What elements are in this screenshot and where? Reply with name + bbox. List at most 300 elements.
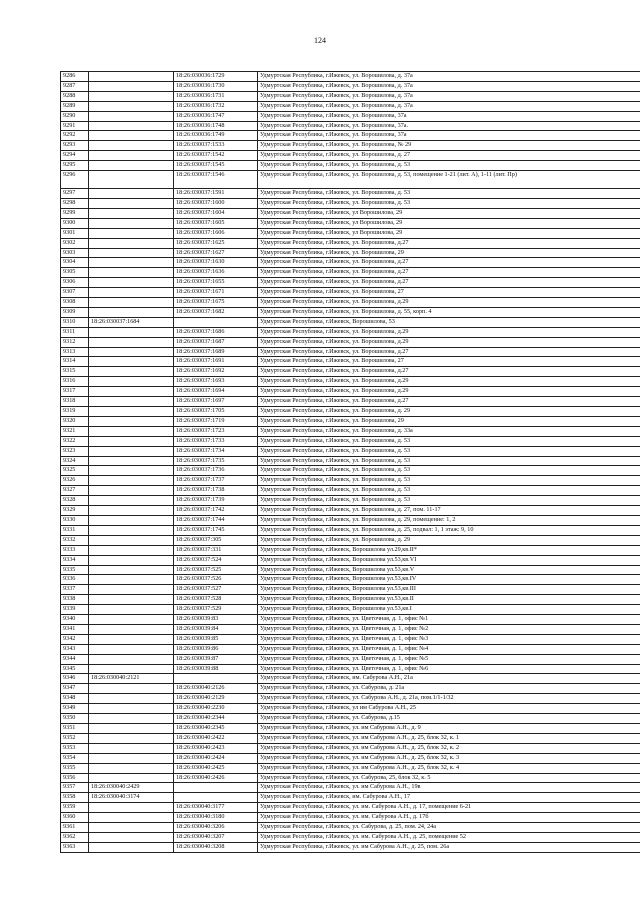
table-row [61, 803, 640, 813]
address: Удмуртская Республика, г.Ижевск, ул. им. Сабурова А.Н., д. 25, помещение 52 [258, 832, 640, 842]
address: Удмуртская Республика, г.Ижевск, ул Ворошилова, 29 [258, 228, 640, 238]
cadastral-number: 18:26:030039:86 [174, 644, 258, 654]
table-row [61, 654, 640, 664]
table-row [61, 446, 640, 456]
parent-cadastral-number [89, 823, 174, 833]
table-row [61, 565, 640, 575]
cadastral-number: 18:26:030039:85 [174, 634, 258, 644]
address: Удмуртская Республика, г.Ижевск, Ворошилова ул.53,кв.V [258, 565, 640, 575]
parent-cadastral-number [89, 238, 174, 248]
cadastral-number: 18:26:030037:1691 [174, 357, 258, 367]
row-number: 9312 [61, 337, 89, 347]
row-number: 9329 [61, 506, 89, 516]
table-row [61, 704, 640, 714]
address: Удмуртская Республика, г.Ижевск, ул. Ворошилова, д. 29 [258, 535, 640, 545]
table-row [61, 161, 640, 171]
row-number: 9288 [61, 91, 89, 101]
address: Удмуртская Республика, г.Ижевск, ул. Ворошилова, д.29 [258, 377, 640, 387]
cadastral-number: 18:26:030037:1682 [174, 307, 258, 317]
address: Удмуртская Республика, г.Ижевск, ул. им Сабурова А.Н., д. 25, блок 32, к. 4 [258, 763, 640, 773]
cadastral-number: 18:26:030037:526 [174, 575, 258, 585]
table-row [61, 171, 640, 189]
row-number: 9289 [61, 101, 89, 111]
table-row [61, 111, 640, 121]
parent-cadastral-number [89, 436, 174, 446]
address: Удмуртская Республика, г.Ижевск, ул. Ворошилова, д. 37а [258, 91, 640, 101]
row-number: 9343 [61, 644, 89, 654]
cadastral-number: 18:26:030040:3180 [174, 813, 258, 823]
parent-cadastral-number [89, 198, 174, 208]
table-row [61, 436, 640, 446]
cadastral-number: 18:26:030036:1748 [174, 121, 258, 131]
cadastral-number: 18:26:030036:1729 [174, 72, 258, 82]
row-number: 9301 [61, 228, 89, 238]
cadastral-number: 18:26:030037:1604 [174, 208, 258, 218]
row-number: 9307 [61, 288, 89, 298]
parent-cadastral-number [89, 654, 174, 664]
parent-cadastral-number [89, 714, 174, 724]
row-number: 9323 [61, 446, 89, 456]
address: Удмуртская Республика, г.Ижевск, ул. Цветочная, д. 1, офис №1 [258, 615, 640, 625]
cadastral-number: 18:26:030037:1733 [174, 436, 258, 446]
parent-cadastral-number [89, 496, 174, 506]
cadastral-number: 18:26:030037:1689 [174, 347, 258, 357]
table-row [61, 743, 640, 753]
address: Удмуртская Республика, г.Ижевск, ул. Ворошилова, д.27 [258, 268, 640, 278]
parent-cadastral-number [89, 525, 174, 535]
address: Удмуртская Республика, г.Ижевск, ул. им Сабурова А.Н., д. 9 [258, 724, 640, 734]
cadastral-number [174, 783, 258, 793]
parent-cadastral-number [89, 724, 174, 734]
cadastral-number: 18:26:030037:1735 [174, 456, 258, 466]
cadastral-number: 18:26:030036:1732 [174, 101, 258, 111]
cadastral-number: 18:26:030037:524 [174, 555, 258, 565]
cadastral-number: 18:26:030036:1731 [174, 91, 258, 101]
row-number: 9306 [61, 278, 89, 288]
table-row [61, 189, 640, 199]
parent-cadastral-number [89, 327, 174, 337]
parent-cadastral-number [89, 367, 174, 377]
address: Удмуртская Республика, г.Ижевск, ул. Ворошилова, д. 27 [258, 151, 640, 161]
table-row [61, 595, 640, 605]
address: Удмуртская Республика, г.Ижевск, ул. им Сабурова А.Н., д. 25, блок 32, к. 2 [258, 743, 640, 753]
address: Удмуртская Республика, г.Ижевск, ул. Сабурова, д.15 [258, 714, 640, 724]
parent-cadastral-number [89, 466, 174, 476]
parent-cadastral-number [89, 151, 174, 161]
table-row [61, 664, 640, 674]
table-row [61, 753, 640, 763]
parent-cadastral-number [89, 171, 174, 189]
row-number: 9347 [61, 684, 89, 694]
address: Удмуртская Республика, г.Ижевск, ул. Ворошилова, д.29 [258, 327, 640, 337]
table-row [61, 724, 640, 734]
parent-cadastral-number [89, 111, 174, 121]
address: Удмуртская Республика, г.Ижевск, ул. Ворошилова, д. 29 [258, 407, 640, 417]
page-number: 124 [314, 36, 326, 45]
address: Удмуртская Республика, г.Ижевск, ул. им. Сабурова А.Н., д. 17б [258, 813, 640, 823]
parent-cadastral-number: 18:26:030037:1684 [89, 317, 174, 327]
address: Удмуртская Республика, г.Ижевск, ул. Ворошилова, 37а [258, 131, 640, 141]
parent-cadastral-number [89, 121, 174, 131]
row-number: 9358 [61, 793, 89, 803]
parent-cadastral-number [89, 634, 174, 644]
table-row [61, 337, 640, 347]
address: Удмуртская Республика, г.Ижевск, ул. Ворошилова, д. 27, пом. 11-17 [258, 506, 640, 516]
table-row [61, 208, 640, 218]
table-row [61, 121, 640, 131]
parent-cadastral-number [89, 803, 174, 813]
address: Удмуртская Республика, г.Ижевск, ул. Цветочная, д. 1, офис №3 [258, 634, 640, 644]
parent-cadastral-number [89, 446, 174, 456]
table-row [61, 763, 640, 773]
cadastral-number: 18:26:030037:1737 [174, 476, 258, 486]
row-number: 9299 [61, 208, 89, 218]
table-row [61, 515, 640, 525]
cadastral-number: 18:26:030037:1671 [174, 288, 258, 298]
row-number: 9334 [61, 555, 89, 565]
row-number: 9291 [61, 121, 89, 131]
row-number: 9298 [61, 198, 89, 208]
cadastral-number: 18:26:030040:3206 [174, 823, 258, 833]
table-row [61, 101, 640, 111]
table-row [61, 783, 640, 793]
cadastral-number: 18:26:030037:1546 [174, 171, 258, 189]
address: Удмуртская Республика, г.Ижевск, ул. Цветочная, д. 1, офис №2 [258, 624, 640, 634]
parent-cadastral-number [89, 733, 174, 743]
table-row [61, 694, 640, 704]
table-row [61, 198, 640, 208]
table-row [61, 238, 640, 248]
row-number: 9318 [61, 397, 89, 407]
row-number: 9356 [61, 773, 89, 783]
row-number: 9309 [61, 307, 89, 317]
address: Удмуртская Республика, г.Ижевск, им. Сабурова А.Н., 17 [258, 793, 640, 803]
parent-cadastral-number [89, 545, 174, 555]
row-number: 9344 [61, 654, 89, 664]
cadastral-number: 18:26:030040:3208 [174, 842, 258, 852]
address: Удмуртская Республика, г.Ижевск, Ворошилова ул.53,кв.III [258, 585, 640, 595]
parent-cadastral-number [89, 813, 174, 823]
table-row [61, 72, 640, 82]
parent-cadastral-number [89, 218, 174, 228]
cadastral-number: 18:26:030040:2425 [174, 763, 258, 773]
cadastral-number: 18:26:030037:1605 [174, 218, 258, 228]
cadastral-register-table [60, 71, 640, 853]
address: Удмуртская Республика, г.Ижевск, ул. Ворошилова, д. 53 [258, 189, 640, 199]
address: Удмуртская Республика, г.Ижевск, Ворошилова ул.53,кв.IV [258, 575, 640, 585]
parent-cadastral-number [89, 288, 174, 298]
cadastral-number: 18:26:030037:1723 [174, 426, 258, 436]
cadastral-number [174, 674, 258, 684]
cadastral-number: 18:26:030039:83 [174, 615, 258, 625]
cadastral-number: 18:26:030040:2129 [174, 694, 258, 704]
cadastral-number: 18:26:030040:2126 [174, 684, 258, 694]
address: Удмуртская Республика, г.Ижевск, ул. Ворошилова, д. 53 [258, 496, 640, 506]
row-number: 9337 [61, 585, 89, 595]
row-number: 9304 [61, 258, 89, 268]
parent-cadastral-number [89, 91, 174, 101]
table-row [61, 466, 640, 476]
parent-cadastral-number [89, 555, 174, 565]
parent-cadastral-number [89, 248, 174, 258]
cadastral-number: 18:26:030037:1719 [174, 416, 258, 426]
address: Удмуртская Республика, г.Ижевск, ул. Цветочная, д. 1, офис №4 [258, 644, 640, 654]
address: Удмуртская Республика, г.Ижевск, ул. Ворошилова, 37а [258, 111, 640, 121]
cadastral-number: 18:26:030037:1745 [174, 525, 258, 535]
cadastral-number: 18:26:030037:1545 [174, 161, 258, 171]
table-row [61, 151, 640, 161]
row-number: 9327 [61, 486, 89, 496]
address: Удмуртская Республика, г.Ижевск, ул. Ворошилова, д.29 [258, 387, 640, 397]
address: Удмуртская Республика, г.Ижевск, ул. Ворошилова, 29 [258, 416, 640, 426]
cadastral-number: 18:26:030037:1686 [174, 327, 258, 337]
row-number: 9362 [61, 832, 89, 842]
address: Удмуртская Республика, г.Ижевск, ул. Ворошилова, д. 33а [258, 426, 640, 436]
table-row [61, 832, 640, 842]
parent-cadastral-number [89, 763, 174, 773]
address: Удмуртская Республика, г.Ижевск, ул. Сабурова, д. 25, пом. 24, 24а [258, 823, 640, 833]
row-number: 9302 [61, 238, 89, 248]
parent-cadastral-number [89, 615, 174, 625]
cadastral-number: 18:26:030037:1591 [174, 189, 258, 199]
table-row [61, 634, 640, 644]
address: Удмуртская Республика, г.Ижевск, ул. Ворошилова, д. 55, корп. 4 [258, 307, 640, 317]
row-number: 9351 [61, 724, 89, 734]
table-row [61, 317, 640, 327]
row-number: 9319 [61, 407, 89, 417]
address: Удмуртская Республика, г.Ижевск, ул. им Сабурова А.Н., д. 25, блок 32, к. 1 [258, 733, 640, 743]
table-row [61, 288, 640, 298]
table-row [61, 823, 640, 833]
address: Удмуртская Республика, г.Ижевск, ул. Цветочная, д. 1, офис №6 [258, 664, 640, 674]
row-number: 9331 [61, 525, 89, 535]
row-number: 9328 [61, 496, 89, 506]
parent-cadastral-number [89, 72, 174, 82]
address: Удмуртская Республика, г.Ижевск, им. Сабурова А.Н., 21а [258, 674, 640, 684]
parent-cadastral-number [89, 347, 174, 357]
row-number: 9286 [61, 72, 89, 82]
address: Удмуртская Республика, г.Ижевск, ул. Ворошилова, д.27 [258, 347, 640, 357]
address: Удмуртская Республика, г.Ижевск, ул. Ворошилова, д. 25, подвал: 1, 1 этаж: 9, 10 [258, 525, 640, 535]
address: Удмуртская Республика, г.Ижевск, ул Ворошилова, 29 [258, 208, 640, 218]
address: Удмуртская Республика, г.Ижевск, Ворошилова, 53 [258, 317, 640, 327]
row-number: 9352 [61, 733, 89, 743]
table-row [61, 624, 640, 634]
parent-cadastral-number [89, 595, 174, 605]
cadastral-number: 18:26:030037:1636 [174, 268, 258, 278]
cadastral-number: 18:26:030037:1739 [174, 496, 258, 506]
parent-cadastral-number [89, 684, 174, 694]
row-number: 9290 [61, 111, 89, 121]
cadastral-number: 18:26:030037:529 [174, 605, 258, 615]
cadastral-number: 18:26:030040:2424 [174, 753, 258, 763]
cadastral-number: 18:26:030039:88 [174, 664, 258, 674]
row-number: 9308 [61, 298, 89, 308]
address: Удмуртская Республика, г.Ижевск, ул. Сабурова, д. 21а [258, 684, 640, 694]
parent-cadastral-number [89, 624, 174, 634]
row-number: 9325 [61, 466, 89, 476]
table-row [61, 278, 640, 288]
parent-cadastral-number [89, 704, 174, 714]
address: Удмуртская Республика, г.Ижевск, ул. Ворошилова, д. 53 [258, 446, 640, 456]
cadastral-number: 18:26:030037:1542 [174, 151, 258, 161]
address: Удмуртская Республика, г.Ижевск, ул. Ворошилова, 29 [258, 248, 640, 258]
address: Удмуртская Республика, г.Ижевск, ул. им Сабурова А.Н., 19в [258, 783, 640, 793]
cadastral-number: 18:26:030037:1697 [174, 397, 258, 407]
address: Удмуртская Республика, г.Ижевск, Ворошилова ул.53,кв.VI [258, 555, 640, 565]
cadastral-number: 18:26:030040:2345 [174, 724, 258, 734]
cadastral-number: 18:26:030037:1655 [174, 278, 258, 288]
row-number: 9332 [61, 535, 89, 545]
cadastral-number: 18:26:030037:1738 [174, 486, 258, 496]
address: Удмуртская Республика, г.Ижевск, ул. Ворошилова, д. 37а [258, 72, 640, 82]
parent-cadastral-number [89, 357, 174, 367]
parent-cadastral-number [89, 337, 174, 347]
table-row [61, 575, 640, 585]
parent-cadastral-number [89, 832, 174, 842]
table-row [61, 684, 640, 694]
table-row [61, 426, 640, 436]
cadastral-number: 18:26:030037:331 [174, 545, 258, 555]
row-number: 9330 [61, 515, 89, 525]
cadastral-number: 18:26:030039:84 [174, 624, 258, 634]
table-row [61, 535, 640, 545]
address: Удмуртская Республика, г.Ижевск, Ворошилова ул.53,кв.II [258, 595, 640, 605]
cadastral-number: 18:26:030037:1744 [174, 515, 258, 525]
address: Удмуртская Республика, г.Ижевск, ул. Ворошилова, д. 53 [258, 476, 640, 486]
parent-cadastral-number [89, 605, 174, 615]
cadastral-number: 18:26:030037:1627 [174, 248, 258, 258]
address: Удмуртская Республика, г.Ижевск, ул. Ворошилова, д. 37а [258, 81, 640, 91]
row-number: 9354 [61, 753, 89, 763]
cadastral-number: 18:26:030037:305 [174, 535, 258, 545]
row-number: 9355 [61, 763, 89, 773]
parent-cadastral-number [89, 575, 174, 585]
address: Удмуртская Республика, г.Ижевск, ул. Ворошилова, д. 37а [258, 101, 640, 111]
cadastral-number: 18:26:030040:2422 [174, 733, 258, 743]
parent-cadastral-number [89, 753, 174, 763]
table-row [61, 506, 640, 516]
table-row [61, 387, 640, 397]
cadastral-number: 18:26:030037:1734 [174, 446, 258, 456]
parent-cadastral-number [89, 664, 174, 674]
row-number: 9316 [61, 377, 89, 387]
cadastral-number: 18:26:030039:87 [174, 654, 258, 664]
table-row [61, 486, 640, 496]
address: Удмуртская Республика, г.Ижевск, ул. Ворошилова, № 29 [258, 141, 640, 151]
parent-cadastral-number [89, 842, 174, 852]
row-number: 9339 [61, 605, 89, 615]
parent-cadastral-number [89, 268, 174, 278]
address: Удмуртская Республика, г.Ижевск, ул. Ворошилова, 27 [258, 288, 640, 298]
table-row [61, 397, 640, 407]
row-number: 9340 [61, 615, 89, 625]
parent-cadastral-number [89, 426, 174, 436]
table-body [61, 72, 640, 853]
cadastral-number: 18:26:030040:2230 [174, 704, 258, 714]
parent-cadastral-number [89, 228, 174, 238]
table-row [61, 813, 640, 823]
address: Удмуртская Республика, г.Ижевск, ул. Ворошилова, д.27 [258, 258, 640, 268]
cadastral-number: 18:26:030037:1742 [174, 506, 258, 516]
table-row [61, 496, 640, 506]
row-number: 9350 [61, 714, 89, 724]
address: Удмуртская Республика, г.Ижевск, Ворошилова ул.29,кв.II* [258, 545, 640, 555]
parent-cadastral-number [89, 486, 174, 496]
row-number: 9322 [61, 436, 89, 446]
row-number: 9346 [61, 674, 89, 684]
address: Удмуртская Республика, г.Ижевск, ул. Ворошилова, 27 [258, 357, 640, 367]
address: Удмуртская Республика, г.Ижевск, ул. Ворошилова, д.29 [258, 298, 640, 308]
address: Удмуртская Республика, г.Ижевск, ул. Ворошилова, д. 29, помещение: 1, 2 [258, 515, 640, 525]
cadastral-number: 18:26:030036:1747 [174, 111, 258, 121]
table-row [61, 268, 640, 278]
row-number: 9314 [61, 357, 89, 367]
cadastral-number: 18:26:030037:1606 [174, 228, 258, 238]
cadastral-number: 18:26:030036:1749 [174, 131, 258, 141]
table-row [61, 842, 640, 852]
row-number: 9292 [61, 131, 89, 141]
cadastral-number: 18:26:030037:1705 [174, 407, 258, 417]
cadastral-number: 18:26:030037:1630 [174, 258, 258, 268]
row-number: 9333 [61, 545, 89, 555]
address: Удмуртская Республика, г.Ижевск, ул. Ворошилова, д. 53 [258, 436, 640, 446]
address: Удмуртская Республика, г.Ижевск, ул. Ворошилова, д.27 [258, 397, 640, 407]
parent-cadastral-number [89, 585, 174, 595]
row-number: 9335 [61, 565, 89, 575]
cadastral-number: 18:26:030037:1675 [174, 298, 258, 308]
table-row [61, 377, 640, 387]
row-number: 9345 [61, 664, 89, 674]
table-row [61, 545, 640, 555]
cadastral-number: 18:26:030037:1687 [174, 337, 258, 347]
parent-cadastral-number [89, 258, 174, 268]
parent-cadastral-number [89, 743, 174, 753]
row-number: 9324 [61, 456, 89, 466]
table-row [61, 793, 640, 803]
table-row [61, 357, 640, 367]
address: Удмуртская Республика, г.Ижевск, ул. Ворошилова, д.27 [258, 367, 640, 377]
address: Удмуртская Республика, г.Ижевск, ул. им Сабурова А.Н., д. 25, блок 32, к. 3 [258, 753, 640, 763]
table-row [61, 347, 640, 357]
parent-cadastral-number [89, 387, 174, 397]
address: Удмуртская Республика, г.Ижевск, ул. Ворошилова, д.29 [258, 337, 640, 347]
address: Удмуртская Республика, г.Ижевск, ул. Ворошилова, д.27 [258, 278, 640, 288]
table-row [61, 555, 640, 565]
row-number: 9341 [61, 624, 89, 634]
row-number: 9353 [61, 743, 89, 753]
address: Удмуртская Республика, г.Ижевск, ул. Сабурова А.Н., д. 21а, пом.1/1-1/32 [258, 694, 640, 704]
parent-cadastral-number [89, 644, 174, 654]
address: Удмуртская Республика, г.Ижевск, Ворошилова ул.53,кв.I [258, 605, 640, 615]
cadastral-number: 18:26:030037:1692 [174, 367, 258, 377]
parent-cadastral-number [89, 535, 174, 545]
row-number: 9287 [61, 81, 89, 91]
row-number: 9305 [61, 268, 89, 278]
row-number: 9348 [61, 694, 89, 704]
row-number: 9336 [61, 575, 89, 585]
parent-cadastral-number [89, 189, 174, 199]
table-row [61, 298, 640, 308]
parent-cadastral-number: 18:26:030040:2429 [89, 783, 174, 793]
parent-cadastral-number [89, 416, 174, 426]
row-number: 9295 [61, 161, 89, 171]
row-number: 9349 [61, 704, 89, 714]
table-row [61, 416, 640, 426]
cadastral-number: 18:26:030040:2344 [174, 714, 258, 724]
table-row [61, 644, 640, 654]
table-row [61, 615, 640, 625]
